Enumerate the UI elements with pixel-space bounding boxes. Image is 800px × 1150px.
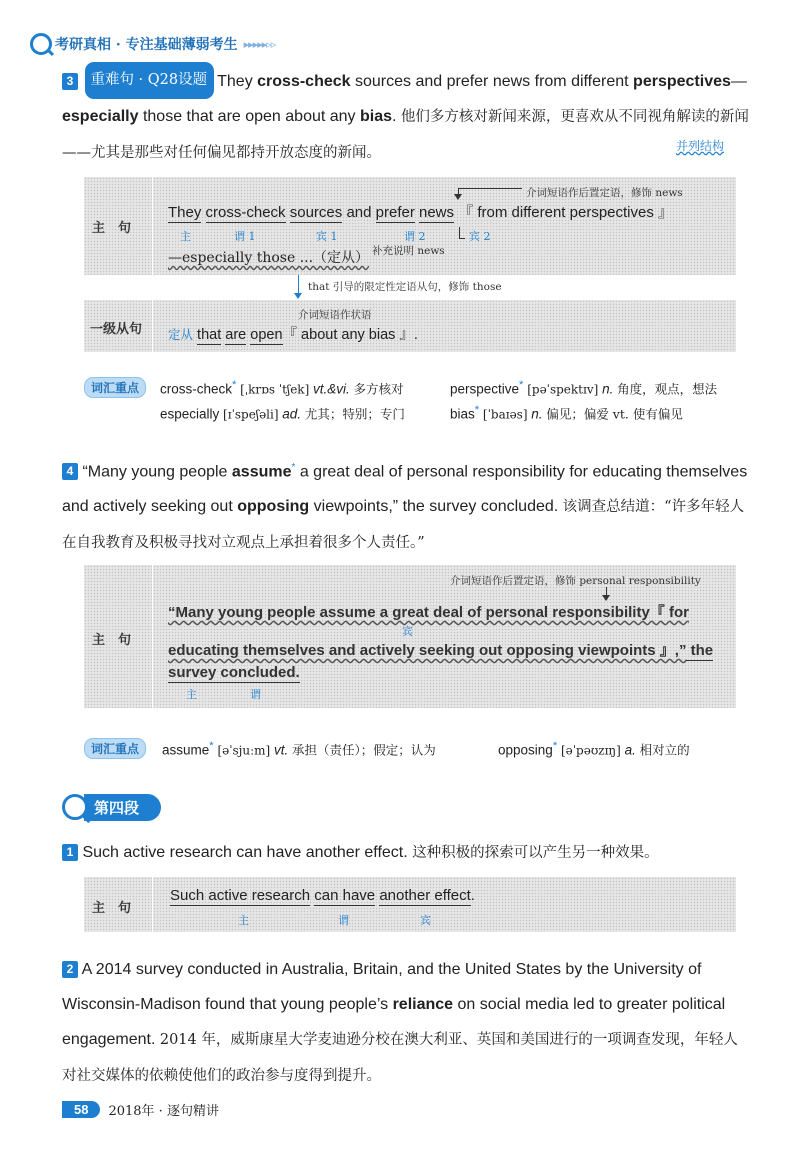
annotation-note: 介词短语作后置定语，修饰 personal responsibility: [450, 575, 701, 587]
footer-title: 2018年 · 逐句精讲: [108, 1104, 219, 1119]
part-of-speech: vt.&vi.: [313, 381, 350, 397]
part-of-speech: vt.: [274, 742, 289, 758]
label-object: 宾: [402, 625, 413, 638]
conjunction-word: and: [346, 204, 372, 221]
english-text: Such active research can have another effect.: [82, 844, 408, 861]
box-label: 主 句: [92, 633, 132, 648]
text-run: They: [217, 73, 258, 90]
definition: 角度，观点，想法: [617, 381, 718, 397]
attributive-clause-ref: —especially those ...（定从）: [168, 250, 370, 266]
vocab-tag: 词汇重点: [84, 377, 146, 398]
definition: 尤其；特别；专门: [304, 406, 405, 422]
text-run: viewpoints,” the survey concluded.: [309, 498, 559, 516]
section-header: [62, 793, 161, 821]
definition: 偏见；偏爱 vt. 使有偏见: [546, 406, 683, 422]
vocab-entry: [450, 379, 717, 398]
vocab-entry: [162, 740, 436, 759]
punctuation: .: [470, 887, 475, 904]
chinese-translation: 2014 年，威斯康星大学麦迪逊分校在澳大利亚、英国和美国进行的一项调查发现，年轻人对社交媒体的依赖使他们的政治参与度得到提升。: [62, 1032, 738, 1084]
vocab-word: opposing: [498, 742, 553, 758]
annotation-note: 介词短语作状语: [298, 309, 372, 321]
vocab-word: assume: [162, 742, 210, 758]
main-clause-box: [84, 877, 736, 932]
predicative-word: open: [250, 327, 283, 343]
box-divider: [152, 177, 153, 275]
box-label: 主 句: [92, 901, 132, 916]
vocab-entry: [450, 404, 683, 423]
sentence-number: 1: [62, 844, 78, 861]
section-title: 第四段: [84, 794, 161, 821]
search-logo-icon: [62, 794, 88, 820]
frequency-star-icon: *: [232, 379, 237, 391]
keyword: especially: [62, 108, 139, 125]
part-of-speech: n.: [602, 381, 614, 397]
vocab-word: bias: [450, 406, 475, 422]
connector-note: that 引导的限定性定语从句，修饰 those: [308, 281, 502, 293]
prep-phrase: 『 about any bias 』: [282, 327, 414, 343]
page-header: [30, 32, 275, 56]
box-divider: [152, 565, 153, 708]
label-verb: 谓: [338, 914, 349, 927]
sentence-number: 3: [62, 73, 78, 90]
frequency-star-icon: *: [474, 404, 480, 416]
phonetic: [əˈsjuːm]: [217, 743, 271, 758]
label-subject: 主: [186, 688, 197, 701]
label-subject: 主: [180, 230, 191, 243]
prep-phrase: 『 from different perspectives 』: [458, 204, 674, 221]
text-run: on social media led to greater political engagement.: [62, 996, 726, 1048]
chinese-translation: 他们多方核对新闻来源，更喜欢从不同视角解读的新闻——尤其是那些对任何偏见都持开放态度的新闻。: [62, 109, 749, 161]
paragraph-4-sentence-1: [62, 835, 752, 871]
main-clause-line2: [168, 639, 713, 660]
text-run: a great deal of personal responsibility for educating themselves and actively seeking out: [62, 463, 748, 516]
phonetic: [ˈbaɪəs]: [482, 407, 528, 422]
definition: 承担（责任）；假定；认为: [292, 742, 436, 758]
main-clause-box: [84, 177, 736, 275]
clause-type-tag: 定从: [168, 327, 194, 342]
main-clause-line: [170, 887, 475, 904]
sentence-segment: “Many young people assume a great deal of personal responsibility『 for: [168, 604, 689, 621]
object-phrase: another effect: [379, 887, 471, 904]
arrow-down-icon: [454, 194, 462, 200]
keyword: opposing: [237, 498, 310, 516]
part-of-speech: n.: [531, 406, 543, 422]
phonetic: [ˌkrɒs ˈtʃek]: [240, 382, 310, 397]
main-clause-box: [84, 565, 736, 708]
verb-2-word: prefer: [375, 204, 415, 221]
text-run: sources and prefer news from different: [350, 73, 634, 90]
keyword: cross-check: [257, 73, 351, 90]
label-verb: 谓: [250, 688, 261, 701]
phonetic: [əˈpəʊzɪŋ]: [560, 743, 621, 758]
page-number: 58: [62, 1101, 100, 1118]
box-divider: [152, 877, 153, 932]
vocab-word: especially: [160, 406, 220, 422]
definition: 多方核对: [353, 381, 404, 397]
text-run: A 2014 survey conducted in Australia, Britain, and the United States by the University of Wisconsin-Madison found that young people’s: [62, 961, 702, 1013]
sentence-segment: educating themselves and actively seeking out opposing viewpoints 』,”: [168, 642, 687, 659]
box-label: 主 句: [92, 221, 132, 236]
verb-1-word: cross-check: [205, 204, 286, 221]
main-clause-line3: [168, 664, 300, 681]
frequency-star-icon: *: [291, 462, 296, 473]
sentence-number: 4: [62, 463, 78, 480]
subject-phrase: Such active research: [170, 887, 311, 904]
label-verb-2: 谓 2: [404, 230, 426, 243]
page-footer: [62, 1100, 219, 1119]
label-verb-1: 谓 1: [234, 230, 256, 243]
chinese-translation: 这种积极的探索可以产生另一种效果。: [412, 845, 659, 861]
part-of-speech: a.: [624, 742, 636, 758]
header-title: 考研真相 · 专注基础薄弱考生: [55, 37, 238, 53]
subordinate-clause-line: [168, 323, 418, 344]
text-run: those that are open about any: [138, 108, 360, 125]
paragraph-4-sentence-2: [62, 952, 752, 1094]
phonetic: [pəˈspektɪv]: [527, 382, 599, 397]
chinese-translation: 该调查总结道：“许多年轻人在自我教育及积极寻找对立观点上承担着很多个人责任。”: [62, 499, 745, 552]
label-object-2: 宾 2: [469, 230, 491, 243]
vocab-tag: 词汇重点: [84, 738, 146, 759]
search-logo-icon: [30, 33, 52, 55]
bracket-line: [459, 227, 465, 239]
sentence-4-text: [62, 450, 752, 561]
subordinate-clause-box: [84, 300, 736, 352]
subject-verb-segment: survey concluded.: [168, 664, 300, 681]
subject-word: that: [197, 327, 222, 343]
text-run: .: [392, 108, 397, 125]
sentence-number: 2: [62, 961, 78, 978]
annotation-note: 介词短语作后置定语，修饰 news: [526, 187, 683, 199]
vocab-entry: [160, 404, 405, 423]
subject-word: They: [168, 204, 202, 221]
keyword: assume: [231, 463, 292, 481]
structure-tag: 并列结构: [676, 139, 725, 153]
vocab-word: cross-check: [160, 381, 233, 397]
header-arrows: ▸▸▸▸▸▹▹: [243, 38, 276, 51]
label-object: 宾: [420, 914, 431, 927]
vocab-entry: [498, 740, 690, 759]
part-of-speech: ad.: [282, 406, 302, 422]
label-object-1: 宾 1: [316, 230, 338, 243]
box-label: 一级从句: [90, 322, 143, 337]
label-subject: 主: [238, 914, 249, 927]
punctuation: .: [413, 327, 418, 343]
vocab-word: perspective: [450, 381, 520, 397]
annotation-note: 补充说明 news: [372, 245, 445, 257]
frequency-star-icon: *: [519, 379, 524, 391]
text-run: —: [730, 73, 747, 90]
main-clause-line1: [168, 201, 673, 222]
verb-phrase: can have: [314, 887, 376, 904]
arrow-down-icon: [294, 293, 302, 299]
main-clause-line2: [168, 247, 369, 267]
keyword: bias: [360, 108, 393, 125]
main-clause-line1: [168, 601, 689, 622]
keyword: reliance: [392, 996, 454, 1013]
phonetic: [ɪˈspeʃəli]: [223, 407, 279, 422]
sentence-3-text: [62, 62, 752, 171]
box-divider: [152, 300, 153, 352]
bracket-line: [458, 188, 522, 196]
definition: 相对立的: [639, 742, 690, 758]
text-run: “Many young people: [82, 463, 232, 481]
frequency-star-icon: *: [209, 740, 214, 752]
difficulty-tag: 重难句 · Q28设题: [85, 62, 214, 99]
object-2-word: news: [419, 204, 455, 221]
verb-word: are: [225, 327, 247, 343]
keyword: perspectives: [633, 73, 731, 90]
object-1-word: sources: [289, 204, 343, 221]
vocab-entry: [160, 379, 404, 398]
subject-word: the: [686, 642, 714, 659]
frequency-star-icon: *: [552, 740, 558, 752]
